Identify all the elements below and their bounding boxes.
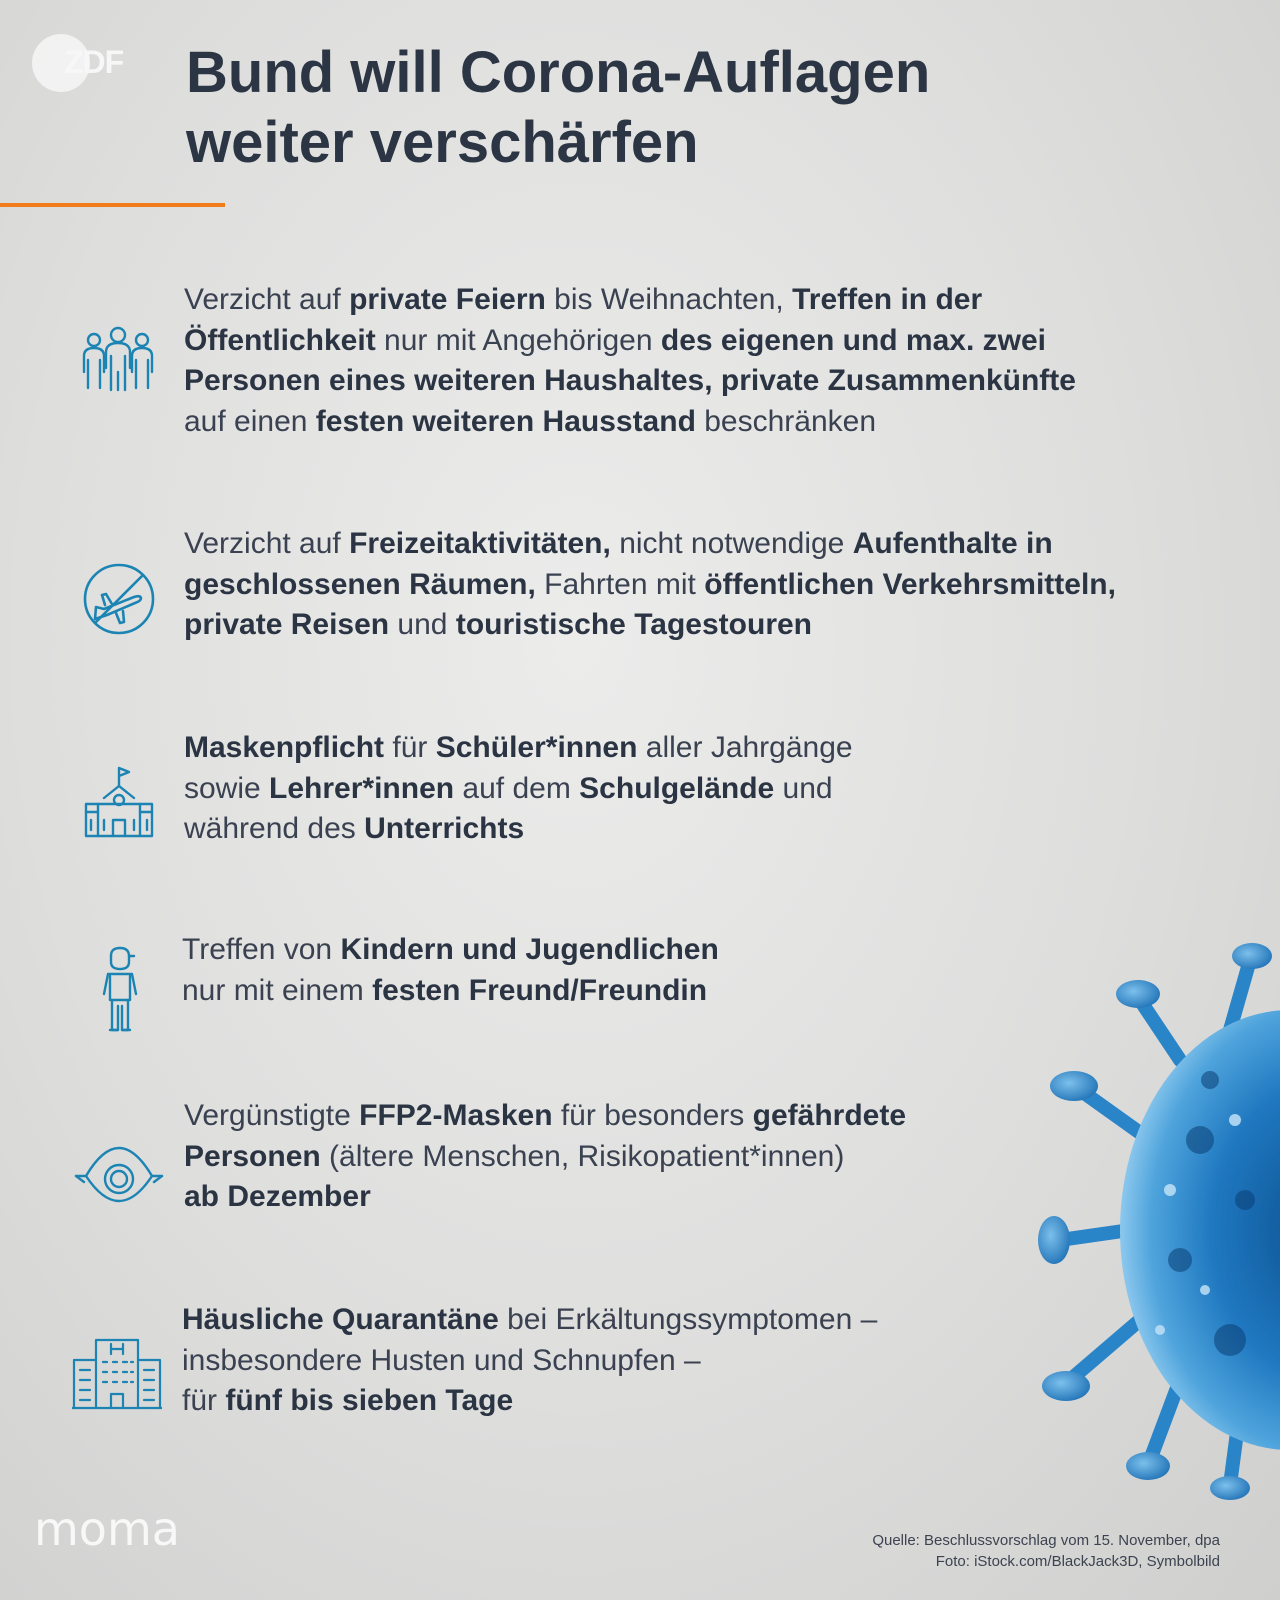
measure-text <box>182 930 719 1011</box>
emphasis-text: private Feiern <box>349 283 546 316</box>
emphasis-text: Personen <box>184 1139 321 1173</box>
child-icon <box>100 946 140 1034</box>
hospital-building-icon <box>72 1338 162 1410</box>
zdf-logo-text: ZDF <box>64 44 124 80</box>
measure-line <box>184 605 1116 646</box>
moma-logo: moma <box>34 1502 180 1556</box>
ffp2-mask-icon <box>74 1142 164 1212</box>
emphasis-text: Treffen in der <box>792 283 983 316</box>
emphasis-text: Schulgelände <box>579 771 775 805</box>
school-building-icon <box>82 764 156 840</box>
group-of-people-icon <box>78 326 158 396</box>
source-credits <box>872 1530 1220 1572</box>
measure-line <box>182 1381 877 1422</box>
emphasis-text: Schüler*innen <box>435 731 638 764</box>
photo-credit: Foto: iStock.com/BlackJack3D, Symbolbild <box>935 1553 1220 1570</box>
body-text: Fahrten mit <box>535 567 705 601</box>
body-text: beschränken <box>695 404 877 438</box>
body-text: nur mit Angehörigen <box>375 323 661 357</box>
emphasis-text: des eigenen und max. zwei <box>660 323 1046 357</box>
measure-text <box>184 728 853 850</box>
emphasis-text: festen weiteren Hausstand <box>315 404 696 438</box>
emphasis-text: Freizeitaktivitäten, <box>349 527 611 560</box>
body-text: insbesondere Husten und Schnupfen – <box>182 1343 701 1377</box>
measure-text <box>182 1300 877 1422</box>
body-text: und <box>774 771 833 805</box>
measure-text <box>184 524 1116 646</box>
measure-text <box>184 1096 906 1218</box>
measure-line <box>184 402 1076 443</box>
emphasis-text: Aufenthalte in <box>852 527 1053 560</box>
body-text: auf einen <box>184 404 316 438</box>
body-text: sowie <box>184 771 270 805</box>
measure-line <box>184 809 853 850</box>
measure-text <box>184 280 1076 442</box>
emphasis-text: touristische Tagestouren <box>455 608 813 641</box>
emphasis-text: FFP2-Masken <box>359 1099 553 1132</box>
emphasis-text: private Reisen <box>184 608 390 641</box>
emphasis-text: fünf bis sieben Tage <box>225 1384 514 1417</box>
accent-divider <box>0 203 225 207</box>
measure-line <box>184 321 1076 362</box>
measure-line <box>182 1341 877 1382</box>
body-text: auf dem <box>454 771 580 805</box>
measure-line <box>184 1137 906 1178</box>
body-text: für besonders <box>552 1099 753 1132</box>
emphasis-text: festen Freund/Freundin <box>372 973 708 1007</box>
emphasis-text: Öffentlichkeit <box>184 323 376 357</box>
body-text: (ältere Menschen, Risikopatient*innen) <box>320 1139 845 1173</box>
measure-line <box>184 728 853 769</box>
body-text: und <box>389 608 456 641</box>
emphasis-text: Lehrer*innen <box>269 771 455 805</box>
emphasis-text: Häusliche Quarantäne <box>182 1303 499 1336</box>
body-text: Treffen von <box>182 933 341 966</box>
body-text: aller Jahrgänge <box>637 731 853 764</box>
source-text: Quelle: Beschlussvorschlag vom 15. November, dpa <box>872 1532 1220 1549</box>
measure-line <box>182 930 719 971</box>
body-text: während des <box>184 812 365 845</box>
body-text: bis Weihnachten, <box>545 283 793 316</box>
emphasis-text: Unterrichts <box>364 812 525 845</box>
no-travel-airplane-icon <box>82 562 156 636</box>
body-text: Vergünstigte <box>184 1099 360 1132</box>
body-text: für <box>384 731 436 764</box>
measure-line <box>184 565 1116 606</box>
emphasis-text: Maskenpflicht <box>184 731 385 764</box>
body-text: für <box>182 1384 226 1417</box>
emphasis-text: gefährdete <box>752 1099 907 1132</box>
coronavirus-image <box>1030 940 1280 1500</box>
measure-line <box>184 1177 906 1218</box>
emphasis-text: ab Dezember <box>184 1180 371 1213</box>
measure-line <box>182 1300 877 1341</box>
measure-line <box>184 1096 906 1137</box>
measure-line <box>184 361 1076 402</box>
zdf-logo <box>30 34 140 94</box>
page-title <box>186 38 1186 178</box>
measure-line <box>184 280 1076 321</box>
emphasis-text: Personen eines weiteren Haushaltes, private Zusammenkünfte <box>184 364 1076 397</box>
measure-line <box>184 524 1116 565</box>
body-text: Verzicht auf <box>184 527 350 560</box>
measure-line <box>184 769 853 810</box>
body-text: nicht notwendige <box>610 527 853 560</box>
body-text: bei Erkältungssymptomen – <box>498 1303 878 1336</box>
body-text: nur mit einem <box>182 973 373 1007</box>
emphasis-text: geschlossenen Räumen, <box>184 567 536 601</box>
emphasis-text: Kindern und Jugendlichen <box>340 933 719 966</box>
title-line-1: Bund will Corona-Auflagen <box>186 40 931 105</box>
body-text: Verzicht auf <box>184 283 350 316</box>
emphasis-text: öffentlichen Verkehrsmitteln, <box>704 567 1116 601</box>
title-line-2: weiter verschärfen <box>186 110 699 175</box>
measure-line <box>182 971 719 1012</box>
